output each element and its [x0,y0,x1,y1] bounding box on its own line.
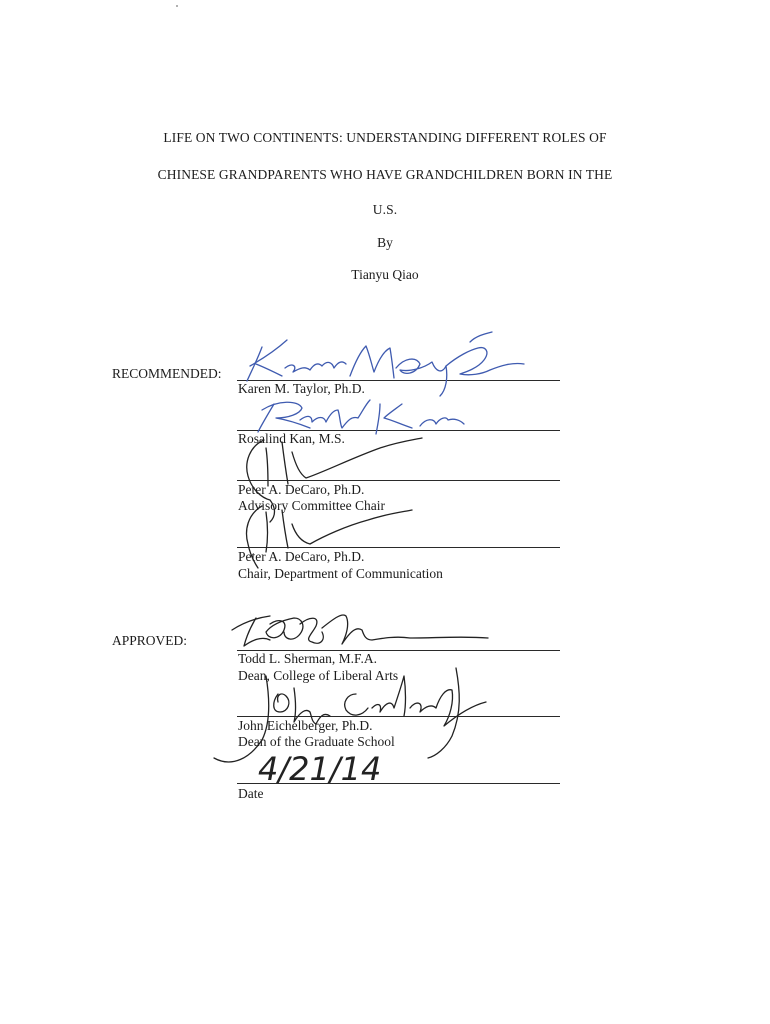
signer-role-decaro-chair: Chair, Department of Communication [238,566,443,581]
thesis-title-line-2: CHINESE GRANDPARENTS WHO HAVE GRANDCHILDREN BORN IN THE [157,167,613,182]
date-label: Date [238,786,264,801]
signer-role-decaro-advisory: Advisory Committee Chair [238,498,385,513]
signer-role-sherman: Dean, College of Liberal Arts [238,668,399,683]
by-label: By [377,235,393,250]
thesis-title-line-1: LIFE ON TWO CONTINENTS: UNDERSTANDING DIFFERENT ROLES OF [163,130,607,145]
handwritten-date [258,750,381,788]
recommended-label: RECOMMENDED: [112,366,222,381]
thesis-title-line-3: U.S. [372,202,398,217]
signer-name-decaro-chair: Peter A. DeCaro, Ph.D. [238,549,365,564]
signer-name-eichelberger: John Eichelberger, Ph.D. [238,718,373,733]
handwritten-date-text: 4/21/14 [258,750,382,788]
signature-sherman [232,615,488,646]
signer-name-decaro-advisory: Peter A. DeCaro, Ph.D. [238,482,365,497]
signature-kan [258,400,464,434]
author-name: Tianyu Qiao [351,267,419,282]
signer-name-sherman: Todd L. Sherman, M.F.A. [238,651,377,666]
signer-name-taylor: Karen M. Taylor, Ph.D. [238,381,365,396]
signature-taylor [247,332,524,396]
signer-role-eichelberger: Dean of the Graduate School [238,734,395,749]
signature-eichelberger [214,668,486,762]
approved-label: APPROVED: [112,633,188,648]
signer-name-kan: Rosalind Kan, M.S. [238,431,345,446]
signature-decaro-chair [247,506,412,568]
signature-decaro-advisory [247,438,422,522]
